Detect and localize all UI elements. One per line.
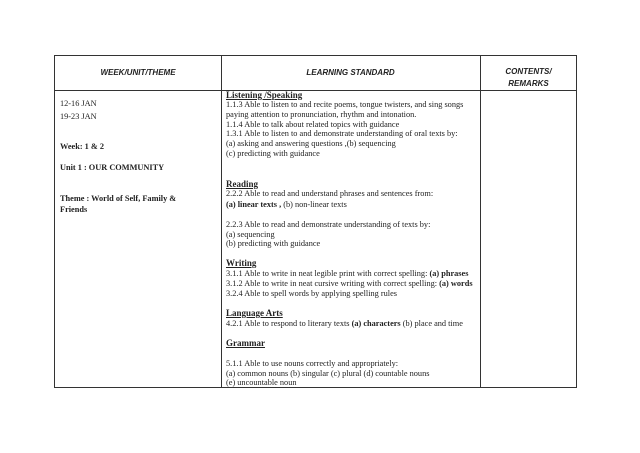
standard-line	[226, 200, 347, 210]
header-contents-remarks	[480, 66, 577, 90]
header-remarks: REMARKS	[508, 79, 549, 88]
text: 4.2.1 Able to respond to literary texts	[226, 319, 352, 328]
theme-label-cont: Friends	[60, 205, 88, 214]
text: 3.1.2 Able to write in neat cursive writing with correct spelling:	[226, 279, 440, 288]
standard-line: 2.2.3 Able to read and demonstrate understanding of texts by:	[226, 220, 431, 229]
date-range-1: 12-16 JAN	[60, 99, 97, 108]
text: (b) non-linear texts	[281, 200, 347, 209]
bold-text: (a) characters	[351, 319, 401, 328]
section-reading: Reading	[226, 179, 259, 189]
section-language-arts: Language Arts	[226, 308, 283, 318]
standard-line	[226, 319, 463, 329]
standard-line	[226, 279, 473, 289]
date-range-2: 19-23 JAN	[60, 112, 97, 121]
theme-label: Theme : World of Self, Family &	[60, 194, 177, 203]
section-listening-speaking: Listening /Speaking	[226, 90, 303, 100]
standard-line	[226, 269, 468, 279]
column-divider	[480, 56, 481, 387]
bold-text: (a) phrases	[429, 269, 469, 278]
standard-line: (a) sequencing	[226, 230, 275, 239]
section-writing: Writing	[226, 258, 257, 268]
standard-line: 1.1.3 Able to listen to and recite poems, tongue twisters, and sing songs	[226, 100, 464, 109]
standard-line: (b) predicting with guidance	[226, 239, 321, 248]
standard-line: (a) asking and answering questions ,(b) sequencing	[226, 139, 396, 148]
standard-line: 2.2.2 Able to read and understand phrases and sentences from:	[226, 189, 434, 198]
header-week-unit-theme: WEEK/UNIT/THEME	[100, 68, 176, 77]
standard-line: 1.1.4 Able to talk about related topics with guidance	[226, 120, 400, 129]
section-grammar: Grammar	[226, 338, 265, 348]
unit-label: Unit 1 : OUR COMMUNITY	[60, 163, 165, 172]
standard-line: paying attention to pronunciation, rhythm and intonation.	[226, 110, 417, 119]
header-divider	[55, 90, 576, 91]
header-learning-standard: LEARNING STANDARD	[306, 68, 395, 77]
standard-line: (c) predicting with guidance	[226, 149, 320, 158]
lesson-plan-table	[54, 55, 577, 388]
text: 3.1.1 Able to write in neat legible print with correct spelling:	[226, 269, 430, 278]
text: (b) place and time	[400, 319, 463, 328]
standard-line: 5.1.1 Able to use nouns correctly and appropriately:	[226, 359, 399, 368]
bold-text: (a) words	[439, 279, 473, 288]
week-label: Week: 1 & 2	[60, 142, 105, 151]
column-divider	[221, 56, 222, 387]
standard-line: (e) uncountable noun	[226, 378, 297, 387]
bold-text: (a) linear texts ,	[226, 200, 282, 209]
standard-line: (a) common nouns (b) singular (c) plural (d) countable nouns	[226, 369, 430, 378]
standard-line: 3.2.4 Able to spell words by applying spelling rules	[226, 289, 397, 298]
standard-line: 1.3.1 Able to listen to and demonstrate understanding of oral texts by:	[226, 129, 458, 138]
header-contents: CONTENTS/	[505, 67, 552, 76]
